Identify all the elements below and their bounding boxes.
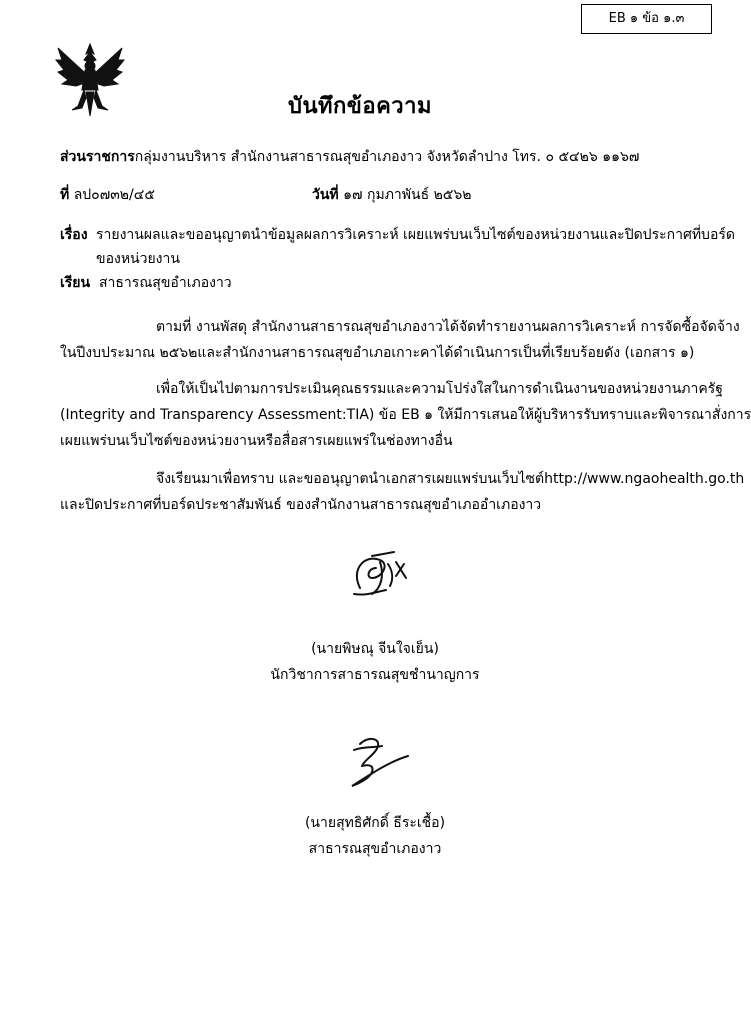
signature-2-image: [348, 730, 412, 790]
paragraph-2-line-3: เผยแพร่บนเว็บไซต์ของหน่วยงานหรือสื่อสารเผยแพร่ในช่องทางอื่น: [60, 433, 453, 449]
signer-2-position: สาธารณสุขอำเภองาว: [308, 841, 442, 857]
paragraph-2: [60, 376, 751, 454]
paragraph-2-line-2: (Integrity and Transparency Assessment:TIA) ข้อ EB ๑ ให้มีการเสนอให้ผู้บริหารรับทราบและพิจารณาสั่งการ: [60, 407, 751, 423]
paragraph-1: [60, 314, 740, 366]
paragraph-3-line-1: [60, 466, 745, 492]
agency-value: กลุ่มงานบริหาร สำนักงานสาธารณสุขอำเภองาว จังหวัดลำปาง โทร. ๐ ๕๔๒๖ ๑๑๖๗: [134, 149, 640, 165]
date-label: วันที่: [312, 187, 339, 203]
subject-line-1: รายงานผลและขออนุญาตนำข้อมูลผลการวิเคราะห์ เผยแพร่บนเว็บไซต์ของหน่วยงานและปิดประกาศที่บอร์ด: [96, 227, 735, 243]
ref-label: ที่: [60, 187, 70, 203]
subject-label: เรื่อง: [60, 227, 88, 243]
paragraph-2-line-1: เพื่อให้เป็นไปตามการประเมินคุณธรรมและความโปร่งใสในการดำเนินงานของหน่วยงานภาครัฐ: [156, 381, 724, 397]
paragraph-3-text: จึงเรียนมาเพื่อทราบ และขออนุญาตนำเอกสารเผยแพร่บนเว็บไซต์: [156, 471, 545, 487]
to-label: เรียน: [60, 275, 91, 291]
signer-1-name: (นายพิษณุ จีนใจเย็น): [311, 641, 439, 657]
paragraph-1-line-1: ตามที่ งานพัสดุ สำนักงานสาธารณสุขอำเภองาวได้จัดทำรายงานผลการวิเคราะห์ การจัดซื้อจัดจ้าง: [156, 319, 740, 335]
memo-title: บันทึกข้อความ: [287, 94, 432, 119]
ref-line: [60, 184, 155, 206]
signer-1-position: นักวิชาการสาธารณสุขชำนาญการ: [270, 667, 480, 683]
subject-line-2: ของหน่วยงาน: [96, 251, 180, 267]
document-tag: EB ๑ ข้อ ๑.๓: [581, 4, 712, 34]
website-link[interactable]: http://www.ngaohealth.go.th: [544, 471, 745, 487]
agency-label: ส่วนราชการ: [60, 149, 135, 165]
date-line: [312, 184, 472, 206]
paragraph-3: [60, 466, 745, 518]
to-line: [60, 272, 232, 294]
paragraph-3-line-2: และปิดประกาศที่บอร์ดประชาสัมพันธ์ ของสำนักงานสาธารณสุขอำเภออำเภองาว: [60, 497, 542, 513]
to-value: สาธารณสุขอำเภองาว: [98, 275, 232, 291]
ref-value: ลป๐๗๓๒/๔๕: [73, 187, 155, 203]
signer-2-name: (นายสุทธิศักดิ์ ธีระเชื้อ): [304, 815, 446, 831]
agency-line: [60, 146, 639, 168]
signature-1-image: [346, 548, 416, 604]
paragraph-1-line-2: ในปีงบประมาณ ๒๕๖๒และสำนักงานสาธารณสุขอำเภอเกาะคาได้ดำเนินการเป็นที่เรียบร้อยดัง (เอกสาร ๑): [60, 345, 695, 361]
date-value: ๑๗ กุมภาพันธ์ ๒๕๖๒: [343, 187, 472, 203]
